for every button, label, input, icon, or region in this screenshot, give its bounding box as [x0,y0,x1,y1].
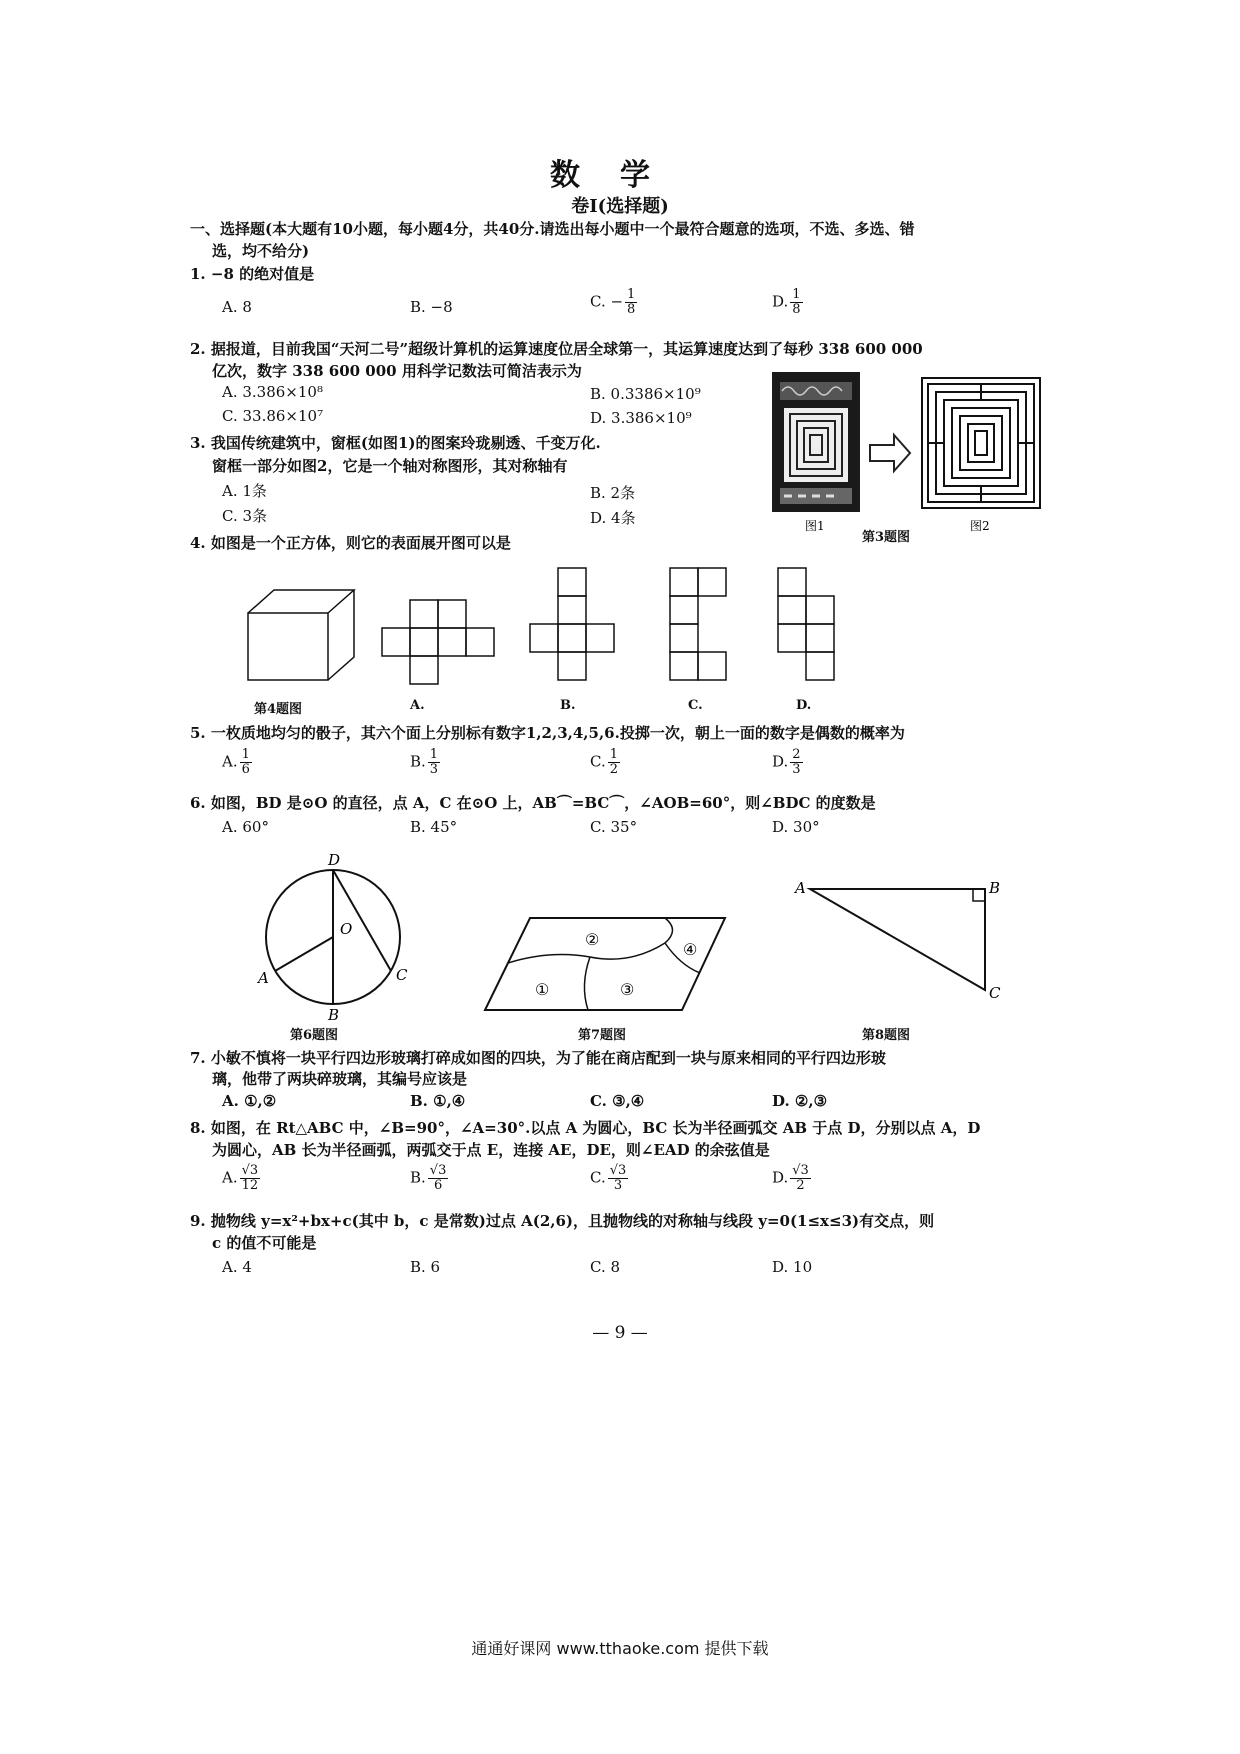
q5-stem: 5. 一枚质地均匀的骰子，其六个面上分别标有数字1,2,3,4,5,6.投掷一次，朝上一面的数字是偶数的概率为 [190,724,905,742]
piece-1-label: ① [535,980,550,999]
q3-stem-line2: 窗框一部分如图2，它是一个轴对称图形，其对称轴有 [212,457,568,475]
q5-option-d: D. $\frac{2}{3}$ [772,747,801,777]
q3-option-d: D. 4条 [590,509,636,527]
q9-stem-line2: c 的值不可能是 [212,1234,317,1252]
q6-option-a: A. 60° [222,818,269,836]
q2-stem-line1: 2. 据报道，目前我国“天河二号”超级计算机的运算速度位居全球第一，其运算速度达到了每秒 338 600 000 [190,340,923,358]
q9-option-b: B. 6 [410,1258,441,1276]
q3-stem-line1: 3. 我国传统建筑中，窗框(如图1)的图案玲珑剔透、千变万化. [190,434,601,452]
q3-option-a: A. 1条 [222,482,267,500]
q5-option-b: B. $\frac{1}{3}$ [410,747,439,777]
page-number: — 9 — [592,1323,648,1343]
q4-caption: 第4题图 [254,702,303,717]
q7-stem-line2: 璃，他带了两块碎玻璃，其编号应该是 [212,1070,468,1088]
q8-caption: 第8题图 [862,1028,911,1043]
section-heading-line1: 一、选择题(本大题有10小题，每小题4分，共40分.请选出每小题中一个最符合题意的选项，不选、多选、错 [190,220,915,238]
parallelogram [485,918,725,1010]
crack-line-2 [584,957,590,1010]
q6-option-d: D. 30° [772,818,820,836]
window-frame-pattern [922,378,1040,508]
q2-option-c: C. 33.86×10⁷ [222,407,324,425]
q1-option-c: C. − $\frac{1}{8}$ [590,287,636,317]
q8-stem-line2: 为圆心，AB 长为半径画弧，两弧交于点 E，连接 AE，DE，则∠EAD 的余弦值是 [212,1141,770,1159]
q1-stem: 1. −8 的绝对值是 [190,265,315,283]
label-c: C [396,966,408,984]
segment-oa [275,937,333,971]
q2-stem-line2: 亿次，数字 338 600 000 用科学记数法可简洁表示为 [212,362,582,380]
q3-caption: 第3题图 [862,530,911,545]
q7-figure [480,915,730,1015]
q4-label-d: D. [796,698,812,713]
q5-option-a: A. $\frac{1}{6}$ [222,747,250,777]
q4-label-a: A. [410,698,425,713]
q7-option-a: A. ①,② [222,1092,277,1110]
q8-option-b: B. $\frac{√3}{6}$ [410,1163,447,1193]
net-option-d [778,568,834,680]
q1-option-d: D. $\frac{1}{8}$ [772,287,801,317]
q1-option-a: A. 8 [222,298,252,316]
piece-4-label: ④ [683,940,698,959]
q2-option-b: B. 0.3386×10⁹ [590,385,701,403]
q3-figure [770,370,1050,545]
arrow-icon [870,435,910,471]
label-c: C [989,984,1001,1002]
q4-label-b: B. [560,698,576,713]
cube-drawing [248,590,354,680]
right-angle-mark [973,889,985,901]
label-d: D [328,851,341,869]
q4-stem: 4. 如图是一个正方体，则它的表面展开图可以是 [190,534,511,552]
q6-stem: 6. 如图，BD 是⊙O 的直径，点 A，C 在⊙O 上，AB⌒=BC⌒，∠AOB=60°，则∠BDC 的度数是 [190,794,876,812]
q6-option-b: B. 45° [410,818,458,836]
page-subtitle: 卷Ⅰ(选择题) [571,196,669,217]
triangle-abc [810,889,985,990]
label-a: A [795,879,806,897]
q6-option-c: C. 35° [590,818,638,836]
q8-option-c: C. $\frac{√3}{3}$ [590,1163,627,1193]
net-option-a [382,600,494,684]
q2-option-d: D. 3.386×10⁹ [590,409,692,427]
fig1-label: 图1 [805,519,825,533]
piece-3-label: ③ [620,980,635,999]
footer-source-line[interactable]: 通通好课网 www.tthaoke.com 提供下载 [471,1639,769,1658]
q9-stem-line1: 9. 抛物线 y=x²+bx+c(其中 b，c 是常数)过点 A(2,6)，且抛物线的对称轴与线段 y=0(1≤x≤3)有交点，则 [190,1212,935,1230]
section-heading-line2: 选，均不给分) [212,242,310,260]
q8-option-a: A. $\frac{√3}{12}$ [222,1163,259,1193]
q6-caption: 第6题图 [290,1028,339,1043]
q8-option-d: D. $\frac{√3}{2}$ [772,1163,809,1193]
q9-option-a: A. 4 [222,1258,252,1276]
q3-option-b: B. 2条 [590,484,636,502]
q7-stem-line1: 7. 小敏不慎将一块平行四边形玻璃打碎成如图的四块，为了能在商店配到一块与原来相同的平行四边形玻 [190,1049,886,1067]
q4-label-c: C. [688,698,703,713]
q1-option-b: B. −8 [410,298,453,316]
net-option-c [670,568,726,680]
q6-figure [250,850,420,1020]
q8-stem-line1: 8. 如图，在 Rt△ABC 中，∠B=90°，∠A=30°.以点 A 为圆心，BC 长为半径画弧交 AB 于点 D，分别以点 A，D [190,1119,981,1137]
net-option-b [530,568,614,680]
q9-option-d: D. 10 [772,1258,813,1276]
q5-option-c: C. $\frac{1}{2}$ [590,747,618,777]
label-b: B [328,1006,340,1020]
q3-option-c: C. 3条 [222,507,268,525]
q4-figure [240,560,840,690]
q7-option-b: B. ①,④ [410,1092,466,1110]
q7-caption: 第7题图 [578,1028,627,1043]
q2-option-a: A. 3.386×10⁸ [222,383,323,401]
q8-figure [790,875,1010,1005]
piece-2-label: ② [585,930,600,949]
label-b: B [989,879,1001,897]
window-frame-photo [772,372,860,512]
fig2-label: 图2 [970,519,990,533]
q7-option-c: C. ③,④ [590,1092,645,1110]
q7-option-d: D. ②,③ [772,1092,828,1110]
q9-option-c: C. 8 [590,1258,621,1276]
page-title: 数学 [550,158,690,193]
label-a: A [258,969,269,987]
label-o: O [340,920,353,938]
